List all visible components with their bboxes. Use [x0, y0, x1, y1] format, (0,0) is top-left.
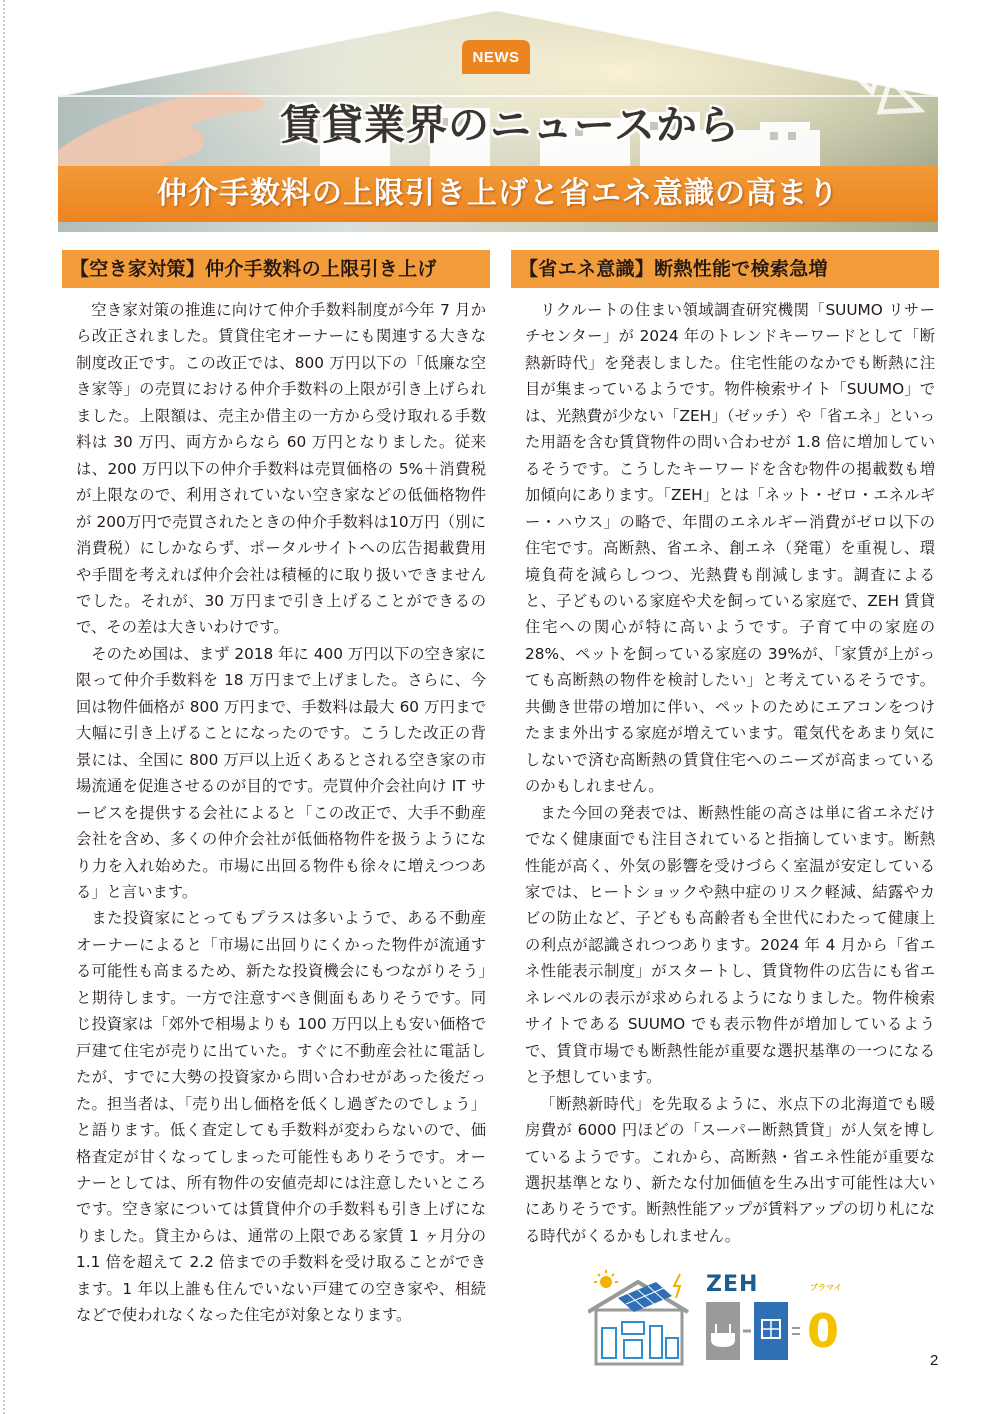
page-title: 賃貸業界のニュースから — [280, 101, 740, 149]
page-subtitle: 仲介手数料の上限引き上げと省エネ意識の高まり — [157, 176, 839, 211]
right-paragraph-1: リクルートの住まい領域調査研究機関「SUUMO リサーチセンター」が 2024 年のトレンドキーワードとして「断熱新時代」を発表しました。住宅性能のなかでも断熱に注目が集まっているようです。物件検索サイト「SUUMO」では、光熱費が少ない「ZEH」（ゼッチ）や「省エネ」といった用語を含む賃貸物件の問い合わせが 1.8 倍に増加しているそうです。こうしたキーワードを含む物件の掲載数も増加傾向にあります。「ZEH」とは「ネット・ゼロ・エネルギー・ハウス」の略で、年間のエネルギー消費がゼロ以下の住宅です。高断熱、省エネ、創エネ（発電）を重視し、環境負荷を減らしつつ、光熱費も削減します。調査によると、子どものいる家庭や犬を飼っている家庭で、ZEH 賃貸住宅への関心が特に高いようです。子育て中の家庭の 28%、ペットを飼っている家庭の 39%が、「家賃が上がっても高断熱の物件を検討したい」と考えているそうです。共働き世帯の増加に伴い、ペットのためにエアコンをつけたまま外出する家庭が増えています。電気代をあまり気にしないで済む高断熱の賃貸住宅へのニーズが高まっているのかもしれません。 — [525, 301, 935, 796]
right-section-heading: 【省エネ意識】断熱性能で検索急増 — [511, 250, 939, 288]
right-article-body — [511, 297, 939, 1249]
right-paragraph-2: また今回の発表では、断熱性能の高さは単に省エネだけでなく健康面でも注目されていると指摘しています。断熱性能が高く、外気の影響を受けづらく室温が安定している家では、ヒートショックや熱中症のリスク軽減、結露やカビの防止など、子どもも高齢者も全世代にわたって健康上の利点が認識されつつあります。2024 年 4 月から「省エネ性能表示制度」がスタートし、賃貸物件の広告にも省エネレベルの表示が求められるようになりました。物件検索サイトである SUUMO でも表示物件が増加しているようで、賃貸市場でも断熱性能が重要な選択基準の一つになると予想しています。 — [525, 803, 935, 1087]
puramai-label: プラマイ — [810, 1283, 842, 1292]
left-paragraph-2: そのため国は、まず 2018 年に 400 万円以下の空き家に限って仲介手数料を 18 万円まで上げました。さらに、今回は物件価格が 800 万円まで、手数料は最大 60 万円まで大幅に引き上げることになったのです。こうした改正の背景には、全国に 800 万戸以上近くあるとされる空き家の市場流通を促進させるのが目的です。売買仲介会社向け IT サービスを提供する会社によると「この改正で、大手不動産会社を含め、多くの仲介会社が低価格物件を扱うようになり力を入れ始めた。市場に出回る物件も徐々に増えつつある」と言います。 — [76, 644, 486, 901]
right-column — [511, 250, 939, 1249]
zeh-illustration — [588, 1268, 858, 1368]
news-badge-label: NEWS — [472, 49, 520, 66]
left-section-heading: 【空き家対策】仲介手数料の上限引き上げ — [62, 250, 490, 288]
zeh-logo-text: ZEH — [706, 1272, 759, 1297]
left-paragraph-3: また投資家にとってもプラスは多いようで、ある不動産オーナーによると「市場に出回りにくかった物件が流通する可能性も高まるため、新たな投資機会にもつながりそう」と期待します。一方で注意すべき側面もありそうです。同じ投資家は「郊外で相場よりも 100 万円以上も安い価格で戸建て住宅が売りに出ていた。すぐに不動産会社に電話したが、すでに大勢の投資家から問い合わせがあった後だった。担当者は、「売り出し価格を低くし過ぎたのでしょう」と語ります。低く査定しても手数料が変わらないので、価格査定が甘くなってしまった可能性もありそうです。オーナーとしては、所有物件の安値売却には注意したいところです。空き家については賃貸仲介の手数料も引き上げになりました。貸主からは、通常の上限である家賃 1 ヶ月分の 1.1 倍を超えて 2.2 倍までの手数料を受け取ることができます。1 年以上誰も住んでいない戸建ての空き家や、相続などで使われなくなった住宅が対象となります。 — [76, 909, 486, 1325]
right-paragraph-3: 「断熱新時代」を先取るように、氷点下の北海道でも暖房費が 6000 円ほどの「スーパー断熱賃貸」が人気を博しているようです。これから、高断熱・省エネ性能が重要な選択基準となり、新たな付加価値を生み出す可能性は大いにありそうです。断熱性能アップが賃料アップの切り札になる時代がくるかもしれません。 — [525, 1094, 935, 1245]
left-column — [62, 250, 490, 1329]
left-paragraph-1: 空き家対策の推進に向けて仲介手数料制度が今年 7 月から改正されました。賃貸住宅オーナーにも関連する大きな制度改正です。この改正では、800 万円以下の「低廉な空き家等」の売買における仲介手数料の上限が引き上げられました。上限額は、売主か借主の一方から受け取れる手数料は 30 万円、両方からなら 60 万円となりました。従来は、200 万円以下の仲介手数料は売買価格の 5%＋消費税が上限なので、利用されていない空き家などの低価格物件が 200万円で売買されたときの仲介手数料は10万円（別に消費税）にしかならず、ポータルサイトへの広告掲載費用や手間を考えれば仲介会社は積極的に取り扱いできませんでした。それが、30 万円まで引き上げることができるので、その差は大きいわけです。 — [76, 301, 486, 637]
page-number: 2 — [930, 1352, 939, 1369]
zero-label: 0 — [807, 1304, 840, 1358]
news-header — [0, 0, 1000, 240]
left-article-body — [62, 297, 490, 1329]
